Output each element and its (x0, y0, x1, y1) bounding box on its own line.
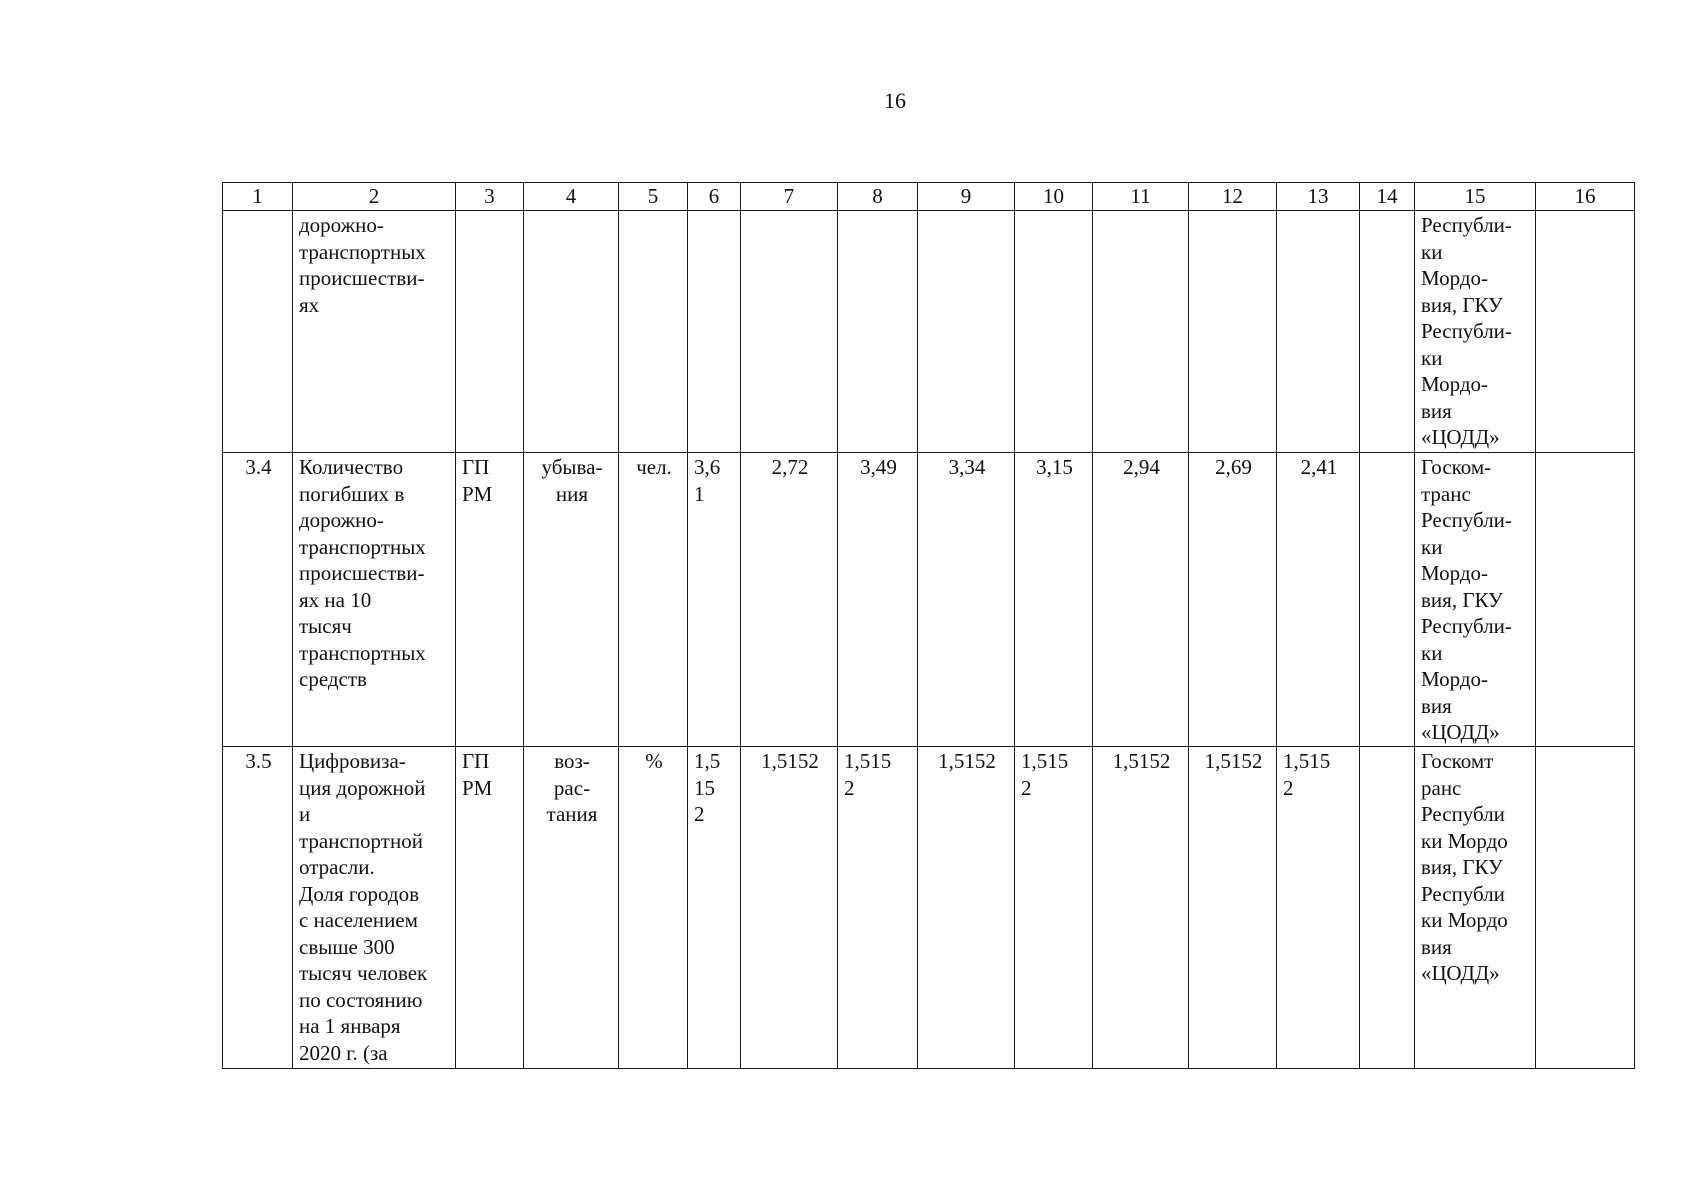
column-header: 11 (1093, 183, 1189, 211)
table-row (223, 453, 1635, 747)
value-cell: 1,515 2 (1015, 747, 1093, 1069)
trend-cell (524, 211, 619, 453)
value-cell (1360, 747, 1415, 1069)
column-header: 6 (688, 183, 741, 211)
column-header: 13 (1277, 183, 1360, 211)
column-header: 5 (619, 183, 688, 211)
note-cell (1536, 211, 1635, 453)
column-header: 8 (838, 183, 918, 211)
trend-cell: убыва- ния (524, 453, 619, 747)
responsible-cell: Госком- транс Республи- ки Мордо- вия, ГКУ Республи- ки Мордо- вия «ЦОДД» (1415, 453, 1536, 747)
trend-cell: воз- рас- тания (524, 747, 619, 1069)
value-cell: 1,5152 (1093, 747, 1189, 1069)
value-cell: 1,515 2 (838, 747, 918, 1069)
unit-cell (619, 211, 688, 453)
source-cell: ГП РМ (456, 747, 524, 1069)
column-header: 1 (223, 183, 293, 211)
column-header: 3 (456, 183, 524, 211)
table-row (223, 747, 1635, 1069)
value-cell (1277, 211, 1360, 453)
responsible-cell: Республи- ки Мордо- вия, ГКУ Республи- ки Мордо- вия «ЦОДД» (1415, 211, 1536, 453)
indicator-table (222, 182, 1635, 1069)
column-header: 12 (1189, 183, 1277, 211)
value-cell (1093, 211, 1189, 453)
source-cell: ГП РМ (456, 453, 524, 747)
value-cell: 3,49 (838, 453, 918, 747)
value-cell: 3,34 (918, 453, 1015, 747)
column-header: 9 (918, 183, 1015, 211)
value-cell (1189, 211, 1277, 453)
value-cell: 2,72 (741, 453, 838, 747)
source-cell (456, 211, 524, 453)
column-header: 7 (741, 183, 838, 211)
row-number-cell: 3.4 (223, 453, 293, 747)
responsible-cell: Госкомт ранс Республи ки Мордо вия, ГКУ Республи ки Мордо вия «ЦОДД» (1415, 747, 1536, 1069)
value-cell (741, 211, 838, 453)
note-cell (1536, 747, 1635, 1069)
value-cell (838, 211, 918, 453)
column-header: 15 (1415, 183, 1536, 211)
unit-cell: чел. (619, 453, 688, 747)
row-number-cell: 3.5 (223, 747, 293, 1069)
table-row (223, 211, 1635, 453)
note-cell (1536, 453, 1635, 747)
value-cell: 2,69 (1189, 453, 1277, 747)
value-cell: 1,5 15 2 (688, 747, 741, 1069)
value-cell: 1,5152 (1189, 747, 1277, 1069)
row-number-cell (223, 211, 293, 453)
value-cell: 3,6 1 (688, 453, 741, 747)
value-cell (688, 211, 741, 453)
column-header: 2 (293, 183, 456, 211)
value-cell: 1,515 2 (1277, 747, 1360, 1069)
value-cell: 2,94 (1093, 453, 1189, 747)
column-number-row (223, 183, 1635, 211)
indicator-name-cell: Количество погибших в дорожно- транспортных происшестви- ях на 10 тысяч транспортных средств (293, 453, 456, 747)
column-header: 4 (524, 183, 619, 211)
value-cell: 1,5152 (741, 747, 838, 1069)
column-header: 14 (1360, 183, 1415, 211)
column-header: 10 (1015, 183, 1093, 211)
unit-cell: % (619, 747, 688, 1069)
value-cell: 1,5152 (918, 747, 1015, 1069)
value-cell (1360, 453, 1415, 747)
value-cell (1015, 211, 1093, 453)
indicator-name-cell: Цифровиза- ция дорожной и транспортной отрасли. Доля городов с населением свыше 300 тысяч человек по состоянию на 1 января 2020 г. (за (293, 747, 456, 1069)
value-cell (918, 211, 1015, 453)
indicator-name-cell: дорожно- транспортных происшестви- ях (293, 211, 456, 453)
value-cell: 3,15 (1015, 453, 1093, 747)
page-number: 16 (884, 88, 906, 113)
value-cell: 2,41 (1277, 453, 1360, 747)
column-header: 16 (1536, 183, 1635, 211)
value-cell (1360, 211, 1415, 453)
